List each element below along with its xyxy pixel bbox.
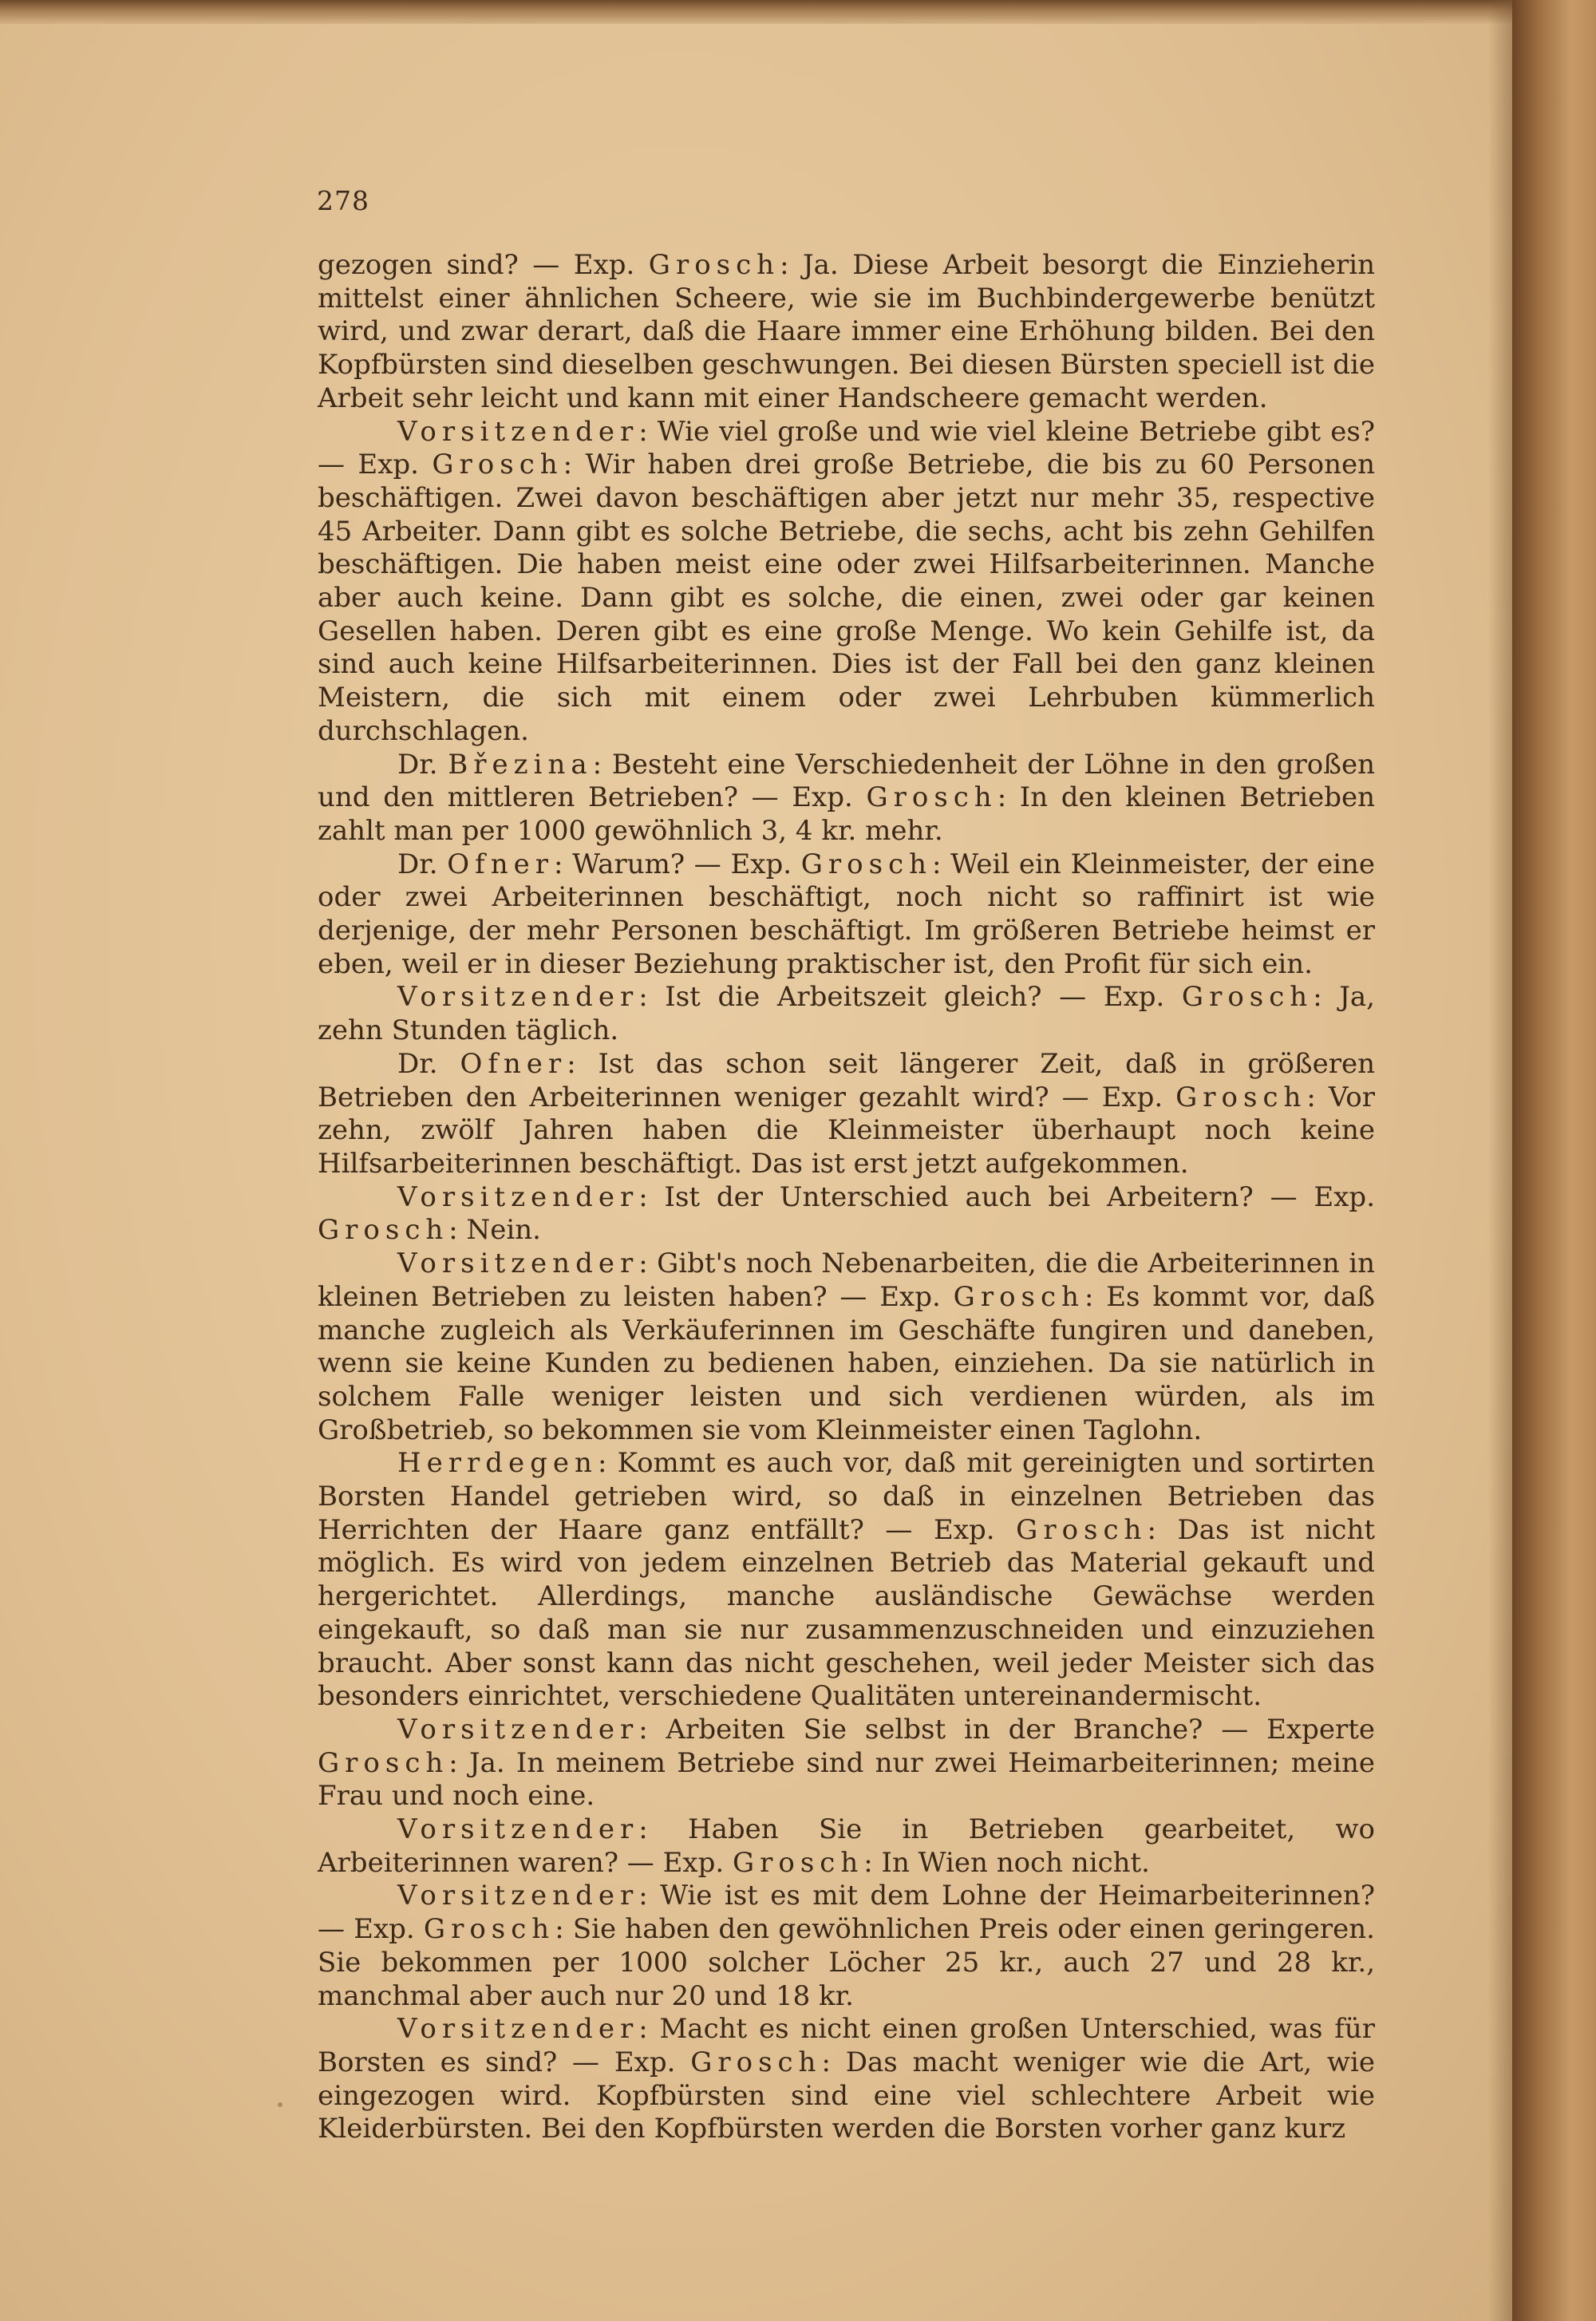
paragraph-text: Dr.: [397, 848, 448, 880]
paragraph: [318, 749, 1375, 848]
speaker-name: Grosch: [953, 1280, 1084, 1313]
paragraph: [318, 249, 1375, 416]
page-top-shadow: [0, 0, 1512, 24]
paragraph: [318, 1813, 1375, 1880]
book-edge: [1512, 0, 1596, 2321]
speaker-name: Grosch: [800, 848, 933, 880]
paragraph-text: : Ist der Unterschied auch bei Arbeitern? — Exp.: [638, 1180, 1375, 1213]
speaker-name: Vorsitzender: [397, 2013, 639, 2046]
paragraph-text: : Weil ein Kleinmeister, der eine oder zwei Arbeiterinnen beschäftigt, noch nicht so raffinirt ist wie derjenige, der mehr Personen beschäftigt. Im größeren Betriebe heimst er eben, weil er in dieser Beziehung praktischer ist, den Profit für sich ein.: [318, 848, 1376, 980]
paragraph: [318, 1714, 1375, 1813]
speaker-name: Grosch: [690, 2046, 822, 2078]
paragraph: [318, 848, 1375, 982]
paragraph: [318, 1247, 1375, 1447]
paragraph: [318, 1181, 1375, 1247]
paragraph-text: gezogen sind? —: [318, 249, 574, 281]
paragraph: [318, 1880, 1375, 2013]
body-text: [318, 249, 1375, 2146]
paragraph-text: : Das macht weniger wie die Art, wie eingezogen wird. Kopfbürsten sind eine viel schlechtere Arbeit wie Kleiderbürsten. Bei den Kopfbürsten werden die Borsten vorher ganz kurz: [318, 2046, 1375, 2145]
speaker-name: Vorsitzender: [397, 415, 639, 448]
paragraph-text: : Ist das schon seit längerer Zeit, daß in größeren Betrieben den Arbeiterinnen weniger gezahlt wird? — Exp.: [318, 1047, 1375, 1113]
page-gutter-shadow: [1488, 0, 1512, 2321]
paragraph-text: : Ja. Diese Arbeit besorgt die Einzieherin mittelst einer ähnlichen Scheere, wie sie im Buchbindergewerbe benützt wird, und zwar derart, daß die Haare immer eine Erhöhung bilden. Bei den Kopfbürsten sind dieselben geschwungen. Bei diesen Bürsten speciell ist die Arbeit sehr leicht und kann mit einer Handscheere gemacht werden.: [318, 249, 1376, 414]
speaker-name: Grosch: [648, 249, 780, 281]
paragraph-text: : Wie ist es mit dem Lohne der Heimarbeiterinnen? — Exp.: [318, 1880, 1375, 1946]
speaker-name: Grosch: [318, 1214, 449, 1247]
paragraph-text: : In Wien noch nicht.: [863, 1846, 1150, 1879]
speaker-name: Vorsitzender: [397, 1713, 639, 1746]
speaker-name: Vorsitzender: [397, 1180, 639, 1213]
speaker-name: Grosch: [423, 1913, 555, 1946]
speaker-name: Ofner: [447, 848, 555, 880]
speaker-name: Herrdegen: [397, 1447, 598, 1480]
paragraph-text: : Ja, zehn Stunden täglich.: [318, 981, 1375, 1047]
speaker-name: Grosch: [1016, 1513, 1148, 1546]
paragraph: [318, 1048, 1375, 1181]
paragraph-text: : Sie haben den gewöhnlichen Preis oder einen geringeren. Sie bekommen per 1000 solcher Löcher 25 kr., auch 27 und 28 kr., manchmal aber auch nur 20 und 18 kr.: [318, 1913, 1375, 2012]
speaker-name: Grosch: [318, 1746, 449, 1779]
speaker-name: Grosch: [1175, 1081, 1307, 1113]
page-number: 278: [317, 185, 369, 216]
paragraph-text: : Macht es nicht einen großen Unterschied, was für Borsten es sind? — Exp.: [318, 2013, 1375, 2078]
paragraph-text: : In den kleinen Betrieben zahlt man per 1000 gewöhnlich 3, 4 kr. mehr.: [318, 781, 1375, 847]
paragraph-text: : Ja. In meinem Betriebe sind nur zwei Heimarbeiterinnen; meine Frau und noch eine.: [318, 1746, 1375, 1813]
paper-speck: [278, 2102, 282, 2107]
paragraph-text: : Das ist nicht möglich. Es wird von jedem einzelnen Betrieb das Material gekauft und hergerichtet. Allerdings, manche ausländische Gewächse werden eingekauft, so daß man sie nur zusammenzuschneiden und einzuziehen braucht. Aber sonst kann das nicht geschehen, weil jeder Meister sich das besonders einrichtet, verschiedene Qualitäten untereinandermischt.: [318, 1513, 1376, 1713]
paragraph: [318, 981, 1375, 1047]
speaker-name: Březina: [448, 748, 593, 781]
paragraph: [318, 1447, 1375, 1714]
paragraph-text: : Wir haben drei große Betriebe, die bis zu 60 Personen beschäftigen. Zwei davon beschäftigen aber jetzt nur mehr 35, respective 45 Arbeiter. Dann gibt es solche Betriebe, die sechs, acht bis zehn Gehilfen beschäftigen. Die haben meist eine oder zwei Hilfsarbeiterinnen. Manche aber auch keine. Dann gibt es solche, die einen, zwei oder gar keinen Gesellen haben. Deren gibt es eine große Menge. Wo kein Gehilfe ist, da sind auch keine Hilfsarbeiterinnen. Dies ist der Fall bei den ganz kleinen Meistern, die sich mit einem oder zwei Lehrbuben kümmerlich durchschlagen.: [318, 449, 1375, 747]
paragraph-text: : Kommt es auch vor, daß mit gereinigten und sortirten Borsten Handel getrieben wird, so daß in einzelnen Betrieben das Herrichten der Haare ganz entfällt? — Exp.: [318, 1447, 1375, 1546]
speaker-name: Vorsitzender: [397, 1880, 639, 1912]
paragraph-text: Dr.: [397, 1047, 460, 1080]
speaker-name: Vorsitzender: [397, 981, 639, 1014]
speaker-name: Ofner: [460, 1047, 567, 1080]
paragraph-text: : Wie viel große und wie viel kleine Betriebe gibt es? — Exp.: [318, 415, 1375, 481]
paragraph-text: : Arbeiten Sie selbst in der Branche? — Experte: [638, 1713, 1375, 1746]
paragraph-text: : Haben Sie in Betrieben gearbeitet, wo Arbeiterinnen waren? — Exp.: [318, 1813, 1375, 1879]
paragraph-text: Exp.: [573, 249, 649, 281]
paragraph-text: : Gibt's noch Nebenarbeiten, die die Arbeiterinnen in kleinen Betrieben zu leisten haben? — Exp.: [318, 1247, 1375, 1313]
paragraph: [318, 416, 1375, 749]
speaker-name: Grosch: [1181, 981, 1314, 1014]
speaker-name: Grosch: [866, 781, 998, 814]
paragraph-text: : Besteht eine Verschiedenheit der Löhne in den großen und den mittleren Betrieben? — Exp.: [318, 748, 1375, 814]
paragraph-text: : Es kommt vor, daß manche zugleich als Verkäuferinnen im Geschäfte fungiren und daneben, wenn sie keine Kunden zu bedienen haben, einziehen. Da sie natürlich in solchem Falle weniger leisten und sich verdienen würden, als im Großbetrieb, so bekommen sie vom Kleinmeister einen Taglohn.: [318, 1280, 1375, 1446]
paragraph-text: : Warum? — Exp.: [554, 848, 801, 880]
paragraph-text: : Ist die Arbeitszeit gleich? — Exp.: [638, 981, 1182, 1014]
speaker-name: Grosch: [432, 449, 563, 481]
speaker-name: Vorsitzender: [397, 1813, 639, 1846]
speaker-name: Grosch: [732, 1846, 864, 1879]
speaker-name: Vorsitzender: [397, 1247, 639, 1280]
paragraph: [318, 2013, 1375, 2146]
paragraph-text: : Vor zehn, zwölf Jahren haben die Kleinmeister überhaupt noch keine Hilfsarbeiterinnen beschäftigt. Das ist erst jetzt aufgekommen.: [318, 1081, 1375, 1180]
paragraph-text: Dr.: [397, 748, 448, 781]
paragraph-text: : Nein.: [448, 1214, 541, 1247]
